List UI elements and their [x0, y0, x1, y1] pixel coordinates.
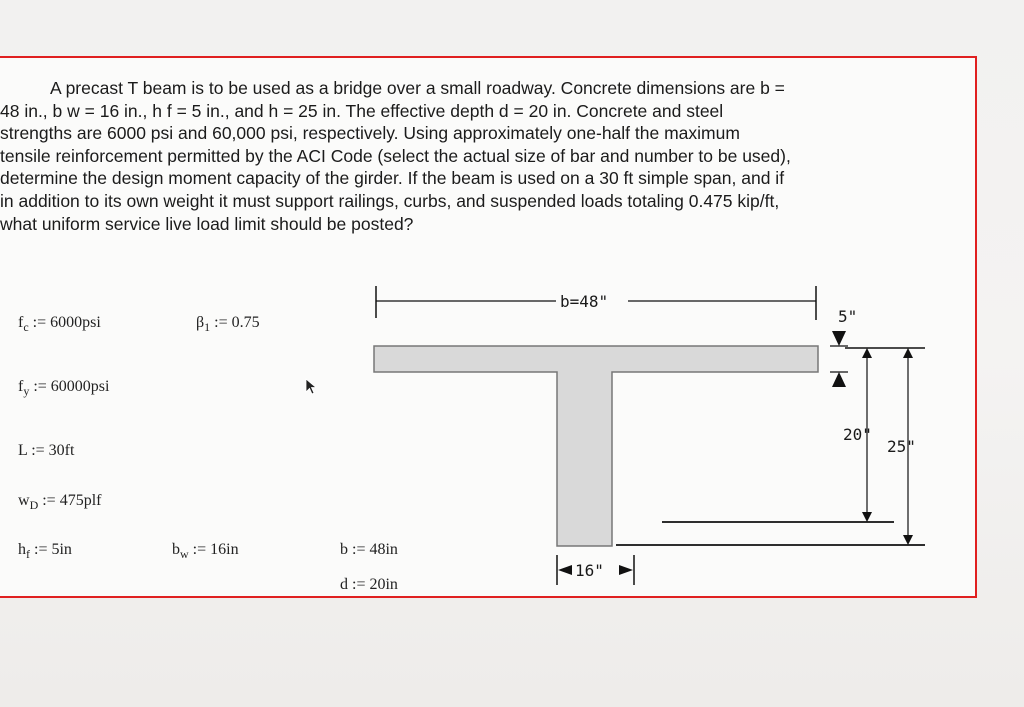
equation-fc[interactable]: $f_c$ := 6000psi	[18, 314, 101, 335]
problem-line: in addition to its own weight it must support railings, curbs, and suspended loads totaling 0.475 kip/ft,	[0, 190, 780, 211]
bw-arrow-right	[619, 565, 633, 575]
equation-d[interactable]: d := 20in	[340, 576, 398, 593]
equation-bw[interactable]: $b_w$ := 16in	[172, 541, 239, 562]
equation-hf[interactable]: $h_f$ := 5in	[18, 541, 72, 562]
equation-wD[interactable]: $w_D$ := 475plf	[18, 492, 102, 513]
equation-fy[interactable]: $f_y$ := 60000psi	[18, 378, 110, 399]
d-arrow-top	[862, 348, 872, 358]
bw-dim-label: 16"	[575, 561, 604, 580]
h-dim-label: 25"	[887, 437, 916, 456]
tbeam-section	[374, 346, 818, 546]
problem-line: A precast T beam is to be used as a bridge over a small roadway. Concrete dimensions are b =	[50, 78, 785, 98]
problem-line: tensile reinforcement permitted by the ACI Code (select the actual size of bar and number to be used),	[0, 145, 791, 166]
problem-line: 48 in., b w = 16 in., h f = 5 in., and h = 25 in. The effective depth d = 20 in. Concrete and steel	[0, 100, 724, 121]
d-dim-label: 20"	[843, 425, 872, 444]
h-arrow-bottom	[903, 535, 913, 545]
b-dim-label: b=48"	[560, 292, 609, 311]
h-arrow-top	[903, 348, 913, 358]
hf-dim-label: 5"	[838, 307, 858, 326]
equation-b[interactable]: b := 48in	[340, 541, 398, 558]
hf-arrow-bottom	[832, 372, 846, 387]
mouse-cursor-icon	[305, 378, 319, 396]
problem-line: determine the design moment capacity of the girder. If the beam is used on a 30 ft simple span, and if	[0, 168, 785, 189]
problem-line: strengths are 6000 psi and 60,000 psi, respectively. Using approximately one-half the maximum	[0, 123, 740, 144]
d-arrow-bottom	[862, 512, 872, 522]
bw-arrow-left	[558, 565, 572, 575]
problem-line: what uniform service live load limit should be posted?	[0, 213, 414, 234]
hf-arrow-top	[832, 331, 846, 346]
equation-L[interactable]: L := 30ft	[18, 442, 75, 459]
equation-beta1[interactable]: $\beta_1$ := 0.75	[196, 314, 260, 335]
